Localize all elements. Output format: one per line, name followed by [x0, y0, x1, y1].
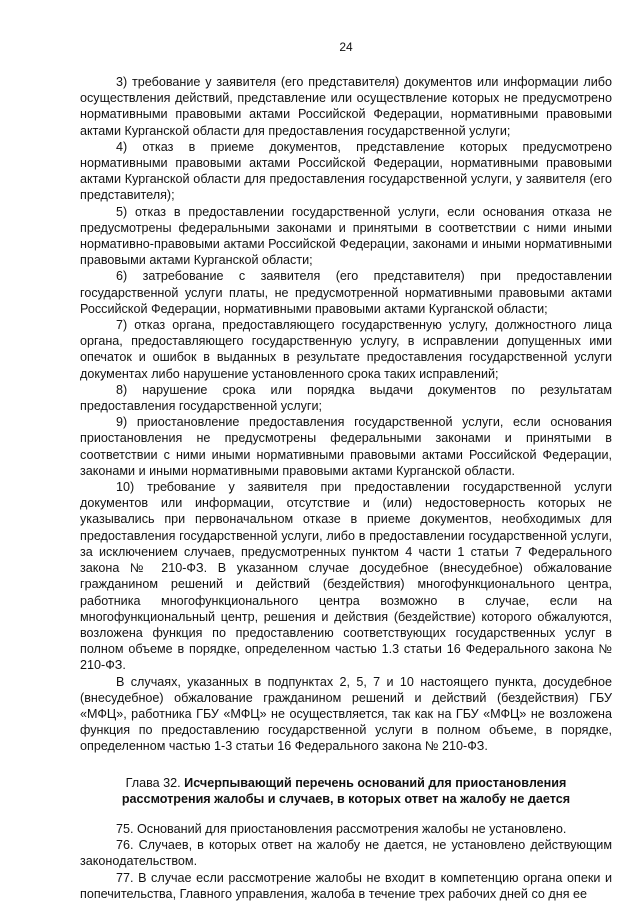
chapter-heading [80, 775, 612, 807]
paragraph: 10) требование у заявителя при предоставлении государственной услуги документов или информации, отсутствие и (или) недостоверность которых не указывались при первоначальном отказе в приеме документов, необходимых для предоставления государственной услуги, либо в предоставлении государственной услуги, за исключением случаев, предусмотренных пунктом 4 части 1 статьи 7 Федерального закона № 210-ФЗ. В указанном случае досудебное (внесудебное) обжалование гражданином решений и действий (бездействия) многофункционального центра, работника многофункционального центра возможно в случае, если на многофункциональный центр, решения и действия (бездействие) которого обжалуются, возложена функция по предоставлению соответствующих государственных услуг в полном объеме в порядке, определенном частью 1.3 статьи 16 Федерального закона № 210-ФЗ. [80, 480, 612, 673]
paragraph: 4) отказ в приеме документов, представление которых предусмотрено нормативными правовыми актами Российской Федерации, нормативными правовыми актами Курганской области для предоставления государственной услуги, у заявителя (его представителя); [80, 139, 612, 203]
chapter-title: Исчерпывающий перечень оснований для приостановления рассмотрения жалобы и случаев, в которых ответ на жалобу не дается [121, 775, 571, 806]
paragraph: 75. Оснований для приостановления рассмотрения жалобы не установлено. [116, 821, 567, 836]
paragraph: 9) приостановление предоставления государственной услуги, если основания приостановления не предусмотрены федеральными законами и принятыми в соответствии с ними иными нормативными правовыми актами Российской Федерации, законами и иными нормативными правовыми актами Курганской области. [80, 415, 612, 478]
paragraph: 7) отказ органа, предоставляющего государственную услугу, должностного лица органа, предоставляющего государственную услугу, в исправлении допущенных ими опечаток и ошибок в выданных в результате предоставления государственной услуги документах либо нарушение установленного срока таких исправлений; [80, 318, 612, 381]
chapter-label: Глава 32. [125, 775, 181, 790]
paragraph: 77. В случае если рассмотрение жалобы не входит в компетенцию органа опеки и попечительства, Главного управления, жалоба в течение трех рабочих дней со дня ее [80, 870, 612, 901]
paragraph: В случаях, указанных в подпунктах 2, 5, 7 и 10 настоящего пункта, досудебное (внесудебное) обжалование гражданином решений и действий (бездействия) ГБУ «МФЦ», работника ГБУ «МФЦ» не осуществляется, так как на ГБУ «МФЦ» не возложена функция по предоставлению государственной услуги в полном объеме, в порядке, определенном частью 1-3 статьи 16 Федерального закона № 210-ФЗ. [80, 674, 612, 754]
paragraph: 3) требование у заявителя (его представителя) документов или информации либо осуществления действий, представление или осуществление которых не предусмотрено нормативными правовыми актами Российской Федерации, нормативными правовыми актами Курганской области для предоставления государственной услуги; [80, 75, 612, 138]
paragraph: 6) затребование с заявителя (его представителя) при предоставлении государственной услуги платы, не предусмотренной нормативными правовыми актами Российской Федерации, нормативными правовыми актами Курганской области; [80, 269, 612, 316]
paragraph: 5) отказ в предоставлении государственной услуги, если основания отказа не предусмотрены федеральными законами и принятыми в соответствии с ними иными нормативно-правовыми актами Российской Федерации, законами и иными нормативными правовыми актами Курганской области; [80, 204, 612, 268]
paragraph: 76. Случаев, в которых ответ на жалобу не дается, не установлено действующим законодательством. [80, 838, 612, 869]
page-number: 24 [339, 40, 353, 54]
paragraph: 8) нарушение срока или порядка выдачи документов по результатам предоставления государственной услуги; [80, 382, 612, 414]
